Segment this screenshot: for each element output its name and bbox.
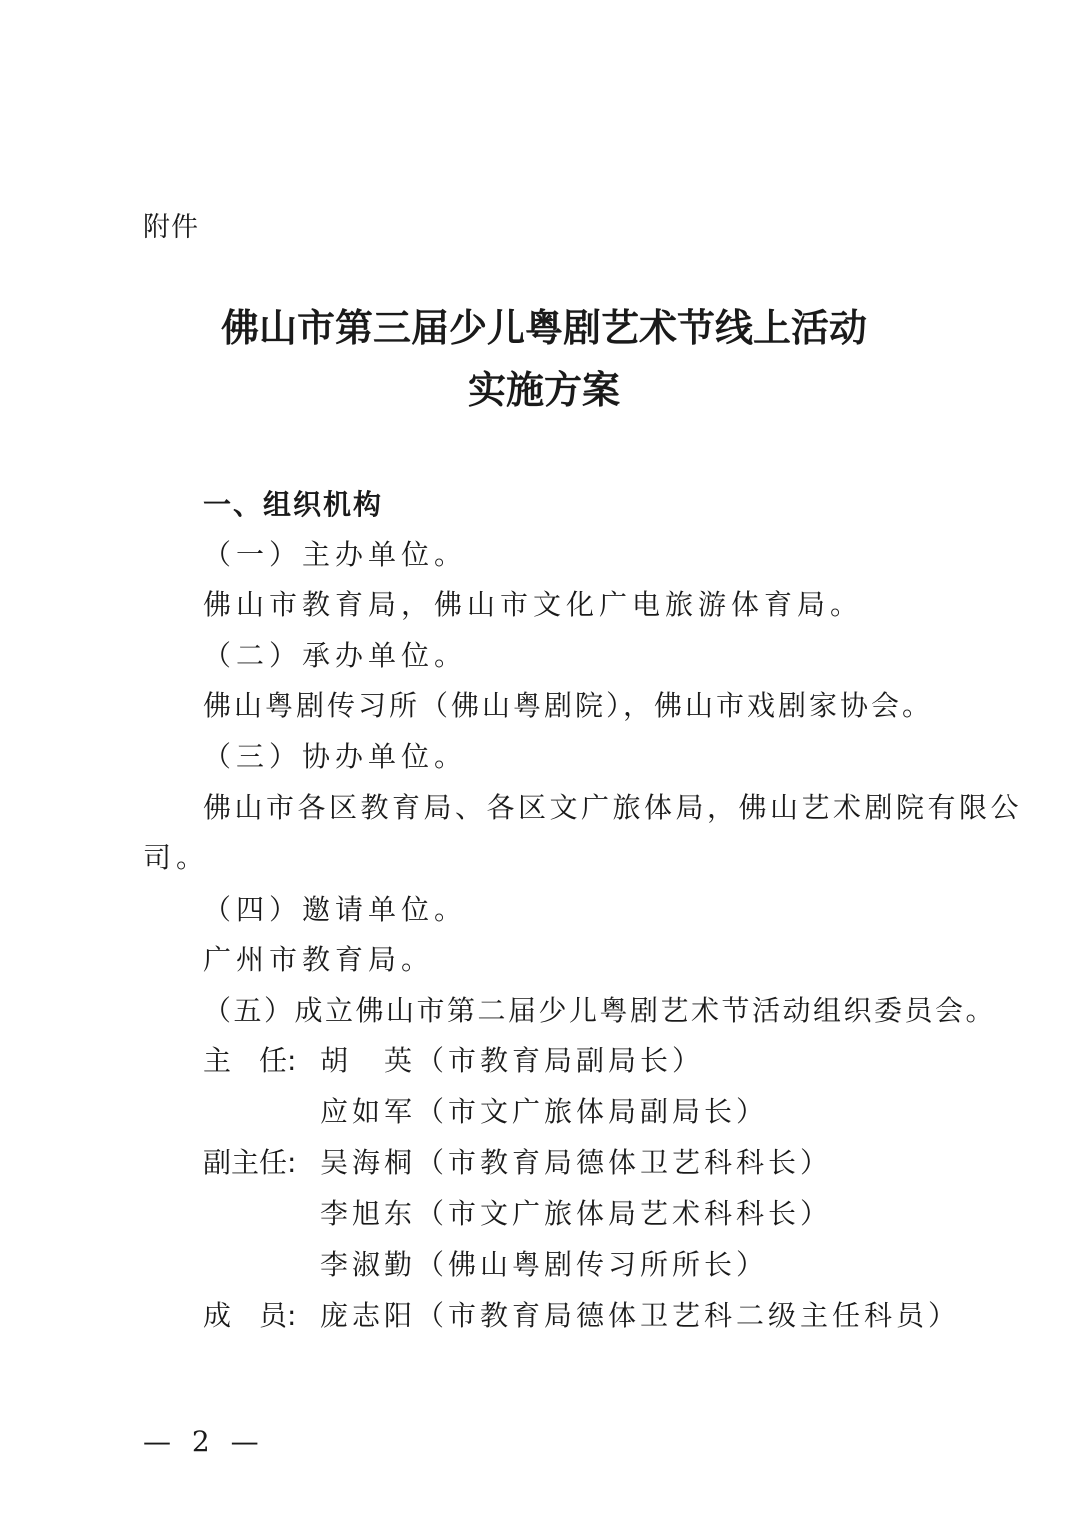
co-organizer-heading: （三）协办单位。	[203, 740, 468, 773]
document-title-line-2: 实施方案	[467, 367, 620, 412]
invited-body: 广州市教育局。	[203, 943, 435, 976]
co-organizer-body-line-1: 佛山市各区教育局、各区文广旅体局，佛山艺术剧院有限公	[203, 791, 1023, 824]
director-name-1: 胡 英（市教育局副局长）	[320, 1044, 705, 1077]
co-organizer-body-line-2: 司。	[143, 841, 210, 874]
organizer-heading: （二）承办单位。	[203, 639, 468, 672]
attachment-label: 附件	[143, 212, 199, 243]
deputy-director-name-3: 李淑勤（佛山粤剧传习所所长）	[320, 1248, 769, 1281]
deputy-director-name-1: 吴海桐（市教育局德体卫艺科科长）	[320, 1146, 833, 1179]
host-body: 佛山市教育局，佛山市文化广电旅游体育局。	[203, 588, 864, 621]
document-title-line-1: 佛山市第三届少儿粤剧艺术节线上活动	[220, 305, 867, 350]
member-role-label: 成 员:	[203, 1299, 297, 1332]
organizer-body: 佛山粤剧传习所（佛山粤剧院），佛山市戏剧家协会。	[203, 689, 934, 722]
section-heading-organization: 一、组织机构	[203, 488, 384, 521]
deputy-director-name-2: 李旭东（市文广旅体局艺术科科长）	[320, 1197, 833, 1230]
member-name-1: 庞志阳（市教育局德体卫艺科二级主任科员）	[320, 1299, 961, 1332]
director-role-label: 主 任:	[203, 1044, 297, 1077]
invited-heading: （四）邀请单位。	[203, 893, 468, 926]
director-name-2: 应如军（市文广旅体局副局长）	[320, 1095, 769, 1128]
deputy-director-role-label: 副主任:	[203, 1146, 297, 1179]
committee-heading: （五）成立佛山市第二届少儿粤剧艺术节活动组织委员会。	[203, 994, 997, 1027]
host-heading: （一）主办单位。	[203, 538, 468, 571]
page-number: — 2 —	[143, 1425, 265, 1458]
